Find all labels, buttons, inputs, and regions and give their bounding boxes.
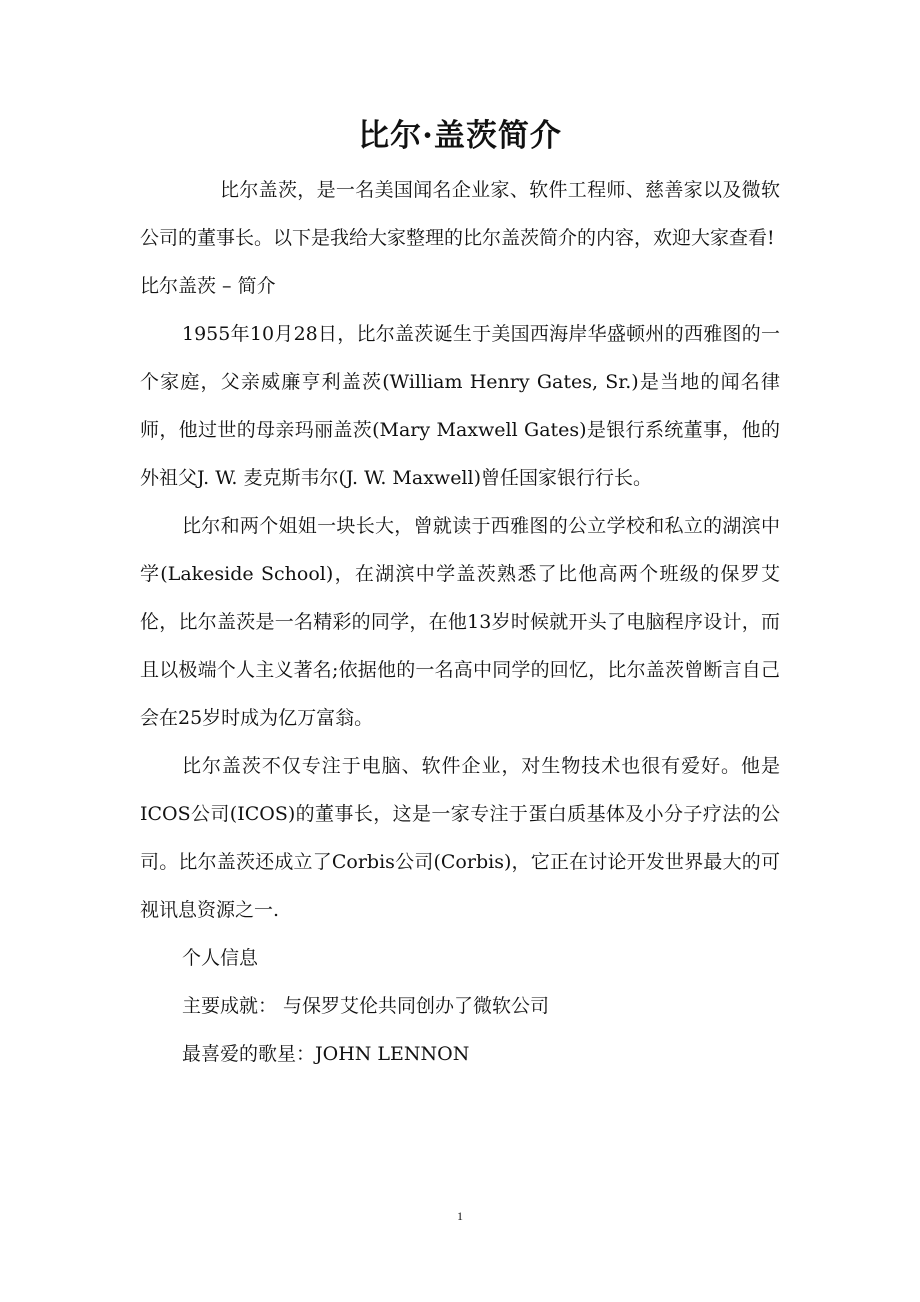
personal-info-heading: 个人信息: [182, 947, 259, 969]
achievement-line: 主要成就： 与保罗艾伦共同创办了微软公司: [182, 995, 550, 1017]
document-title: 比尔·盖茨简介: [358, 118, 562, 154]
page-number: 1: [457, 1209, 463, 1223]
intro-paragraph: 比尔盖茨，是一名美国闻名企业家、软件工程师、慈善家以及微软公司的董事长。以下是我给大家整理的比尔盖茨简介的内容，欢迎大家查看!: [140, 179, 780, 249]
interests-paragraph: 比尔盖茨不仅专注于电脑、软件企业，对生物技术也很有爱好。他是ICOS公司(ICOS)的董事长，这是一家专注于蛋白质基体及小分子疗法的公司。比尔盖茨还成立了Corbis公司(Corbis)，它正在讨论开发世界最大的可视讯息资源之一.: [140, 755, 780, 921]
birth-paragraph: 1955年10月28日，比尔盖茨诞生于美国西海岸华盛顿州的西雅图的一个家庭，父亲威廉亨利盖茨(William Henry Gates, Sr.)是当地的闻名律师，他过世的母亲玛丽盖茨(Mary Maxwell Gates)是银行系统董事，他的外祖父J. W. 麦克斯韦尔(J. W. Maxwell)曾任国家银行行长。: [140, 323, 780, 489]
favorite-singer-line: 最喜爱的歌星：JOHN LENNON: [182, 1043, 470, 1065]
document-body: [140, 166, 780, 1078]
section-heading-intro: 比尔盖茨 – 简介: [140, 275, 276, 297]
childhood-paragraph: 比尔和两个姐姐一块长大，曾就读于西雅图的公立学校和私立的湖滨中学(Lakeside School)，在湖滨中学盖茨熟悉了比他高两个班级的保罗艾伦，比尔盖茨是一名精彩的同学，在他13岁时候就开头了电脑程序设计，而且以极端个人主义著名;依据他的一名高中同学的回忆，比尔盖茨曾断言自己会在25岁时成为亿万富翁。: [140, 515, 780, 729]
